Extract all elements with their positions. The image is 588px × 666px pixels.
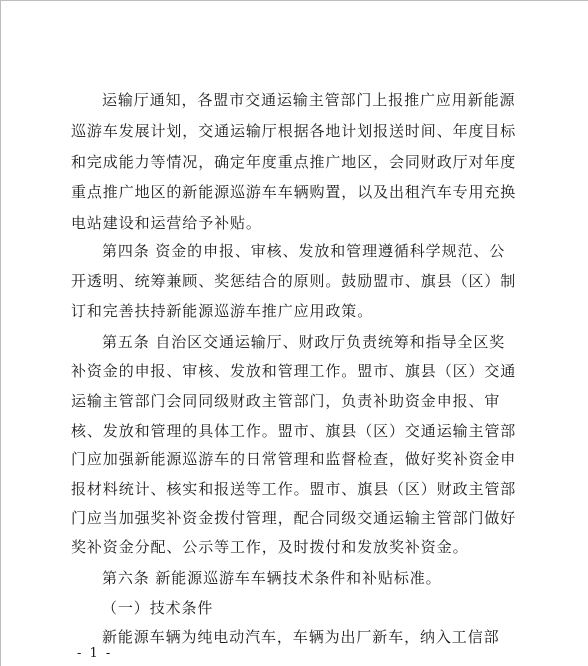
article-5-line-6: 报材料统计、核实和报送等工作。盟市、旗县（区）财政主管部 — [71, 480, 517, 498]
article-5-line-5: 门应加强新能源巡游车的日常管理和监督检查，做好奖补资金申 — [71, 450, 517, 468]
article-5-line-3: 运输主管部门会同同级财政主管部门，负责补助资金申报、审 — [71, 392, 501, 410]
page-number: - 1 - — [77, 646, 113, 661]
paragraph-line-4: 重点推广地区的新能源巡游车车辆购置，以及出租汽车专用充换 — [71, 183, 517, 201]
article-4-line-2: 开透明、统筹兼顾、奖惩结合的原则。鼓励盟市、旗县（区）制 — [71, 272, 517, 290]
article-6-line-1: 第六条 新能源巡游车车辆技术条件和补贴标准。 — [102, 569, 442, 587]
article-5-line-7: 门应当加强奖补资金拨付管理，配合同级交通运输主管部门做好 — [71, 509, 517, 527]
paragraph-line-5: 电站建设和运营给予补贴。 — [71, 214, 262, 232]
article-4-line-3: 订和完善扶持新能源巡游车推广应用政策。 — [71, 302, 374, 320]
paragraph-line-3: 和完成能力等情况，确定年度重点推广地区，会同财政厅对年度 — [71, 153, 517, 171]
article-5-line-4: 核、发放和管理的具体工作。盟市、旗县（区）交通运输主管部 — [71, 422, 517, 440]
paragraph-line-1: 运输厅通知，各盟市交通运输主管部门上报推广应用新能源 — [102, 91, 516, 109]
article-5-line-1: 第五条 自治区交通运输厅、财政厅负责统筹和指导全区奖 — [102, 333, 506, 351]
section-heading-technical-conditions: （一）技术条件 — [102, 599, 214, 617]
article-4-line-1: 第四条 资金的申报、审核、发放和管理遵循科学规范、公 — [102, 242, 506, 260]
paragraph-line-2: 巡游车发展计划，交通运输厅根据各地计划报送时间、年度目标 — [71, 122, 517, 140]
paragraph-line-last: 新能源车辆为纯电动汽车，车辆为出厂新车，纳入工信部 — [102, 628, 500, 646]
article-5-line-2: 补资金的申报、审核、发放和管理工作。盟市、旗县（区）交通 — [71, 362, 517, 380]
article-5-line-8: 奖补资金分配、公示等工作，及时拨付和发放奖补资金。 — [71, 538, 469, 556]
